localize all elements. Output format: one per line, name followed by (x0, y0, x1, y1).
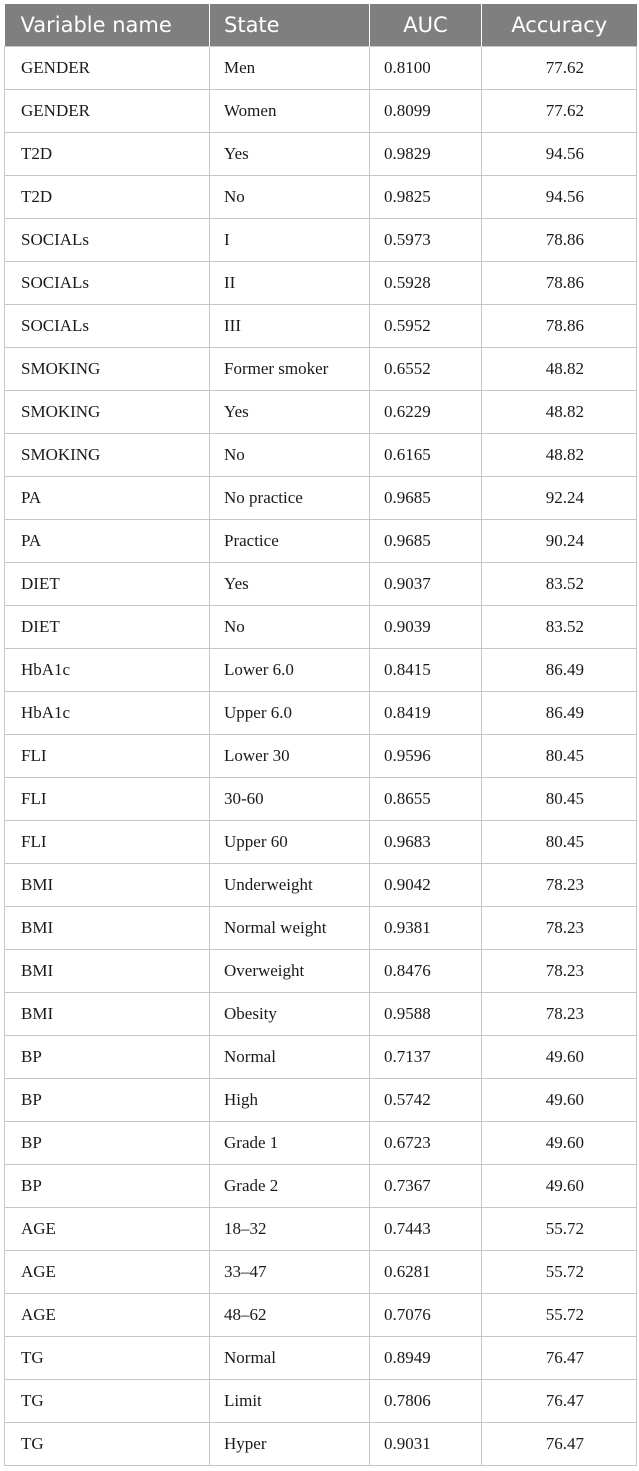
accuracy-cell: 49.60 (482, 1035, 637, 1078)
variable-cell: SOCIALs (5, 218, 210, 261)
auc-cell: 0.6552 (370, 347, 482, 390)
accuracy-cell: 49.60 (482, 1078, 637, 1121)
auc-cell: 0.9596 (370, 734, 482, 777)
accuracy-cell: 55.72 (482, 1293, 637, 1336)
table-row (5, 863, 637, 906)
variable-cell: FLI (5, 734, 210, 777)
variable-cell: T2D (5, 132, 210, 175)
accuracy-cell: 49.60 (482, 1121, 637, 1164)
variable-cell: BMI (5, 992, 210, 1035)
variable-cell: AGE (5, 1250, 210, 1293)
auc-cell: 0.8655 (370, 777, 482, 820)
table-row (5, 89, 637, 132)
state-cell: Obesity (210, 992, 370, 1035)
state-cell: Underweight (210, 863, 370, 906)
auc-cell: 0.8419 (370, 691, 482, 734)
variable-cell: BMI (5, 906, 210, 949)
state-cell: Grade 1 (210, 1121, 370, 1164)
state-cell: Grade 2 (210, 1164, 370, 1207)
table-row (5, 992, 637, 1035)
state-cell: Women (210, 89, 370, 132)
accuracy-cell: 48.82 (482, 347, 637, 390)
table-header (5, 4, 637, 46)
auc-cell: 0.5952 (370, 304, 482, 347)
accuracy-cell: 94.56 (482, 175, 637, 218)
auc-cell: 0.9031 (370, 1422, 482, 1465)
table-row (5, 46, 637, 89)
table-body (5, 46, 637, 1465)
auc-cell: 0.9685 (370, 476, 482, 519)
table-row (5, 562, 637, 605)
state-cell: 33–47 (210, 1250, 370, 1293)
auc-cell: 0.9829 (370, 132, 482, 175)
state-cell: III (210, 304, 370, 347)
state-cell: 48–62 (210, 1293, 370, 1336)
variable-cell: TG (5, 1379, 210, 1422)
auc-cell: 0.5973 (370, 218, 482, 261)
state-cell: Hyper (210, 1422, 370, 1465)
state-cell: Yes (210, 390, 370, 433)
auc-cell: 0.7443 (370, 1207, 482, 1250)
variable-cell: SOCIALs (5, 261, 210, 304)
state-cell: Limit (210, 1379, 370, 1422)
table-row (5, 906, 637, 949)
state-cell: No (210, 433, 370, 476)
table-row (5, 433, 637, 476)
table-row (5, 519, 637, 562)
table-row (5, 1121, 637, 1164)
accuracy-cell: 55.72 (482, 1250, 637, 1293)
accuracy-cell: 48.82 (482, 390, 637, 433)
table-row (5, 347, 637, 390)
header-variable-name: Variable name (20, 12, 172, 37)
table-row (5, 1035, 637, 1078)
auc-cell: 0.6281 (370, 1250, 482, 1293)
table-row (5, 1207, 637, 1250)
auc-cell: 0.9039 (370, 605, 482, 648)
auc-cell: 0.9683 (370, 820, 482, 863)
table-row (5, 304, 637, 347)
header-row (5, 4, 637, 46)
auc-cell: 0.7076 (370, 1293, 482, 1336)
state-cell: I (210, 218, 370, 261)
accuracy-cell: 83.52 (482, 562, 637, 605)
table-row (5, 820, 637, 863)
auc-cell: 0.9588 (370, 992, 482, 1035)
auc-cell: 0.9037 (370, 562, 482, 605)
variable-cell: SOCIALs (5, 304, 210, 347)
auc-cell: 0.7806 (370, 1379, 482, 1422)
accuracy-cell: 94.56 (482, 132, 637, 175)
state-cell: Lower 6.0 (210, 648, 370, 691)
table-row (5, 1422, 637, 1465)
accuracy-cell: 78.23 (482, 906, 637, 949)
table-row (5, 1250, 637, 1293)
auc-cell: 0.9825 (370, 175, 482, 218)
accuracy-cell: 76.47 (482, 1336, 637, 1379)
state-cell: Practice (210, 519, 370, 562)
auc-cell: 0.7367 (370, 1164, 482, 1207)
auc-cell: 0.9685 (370, 519, 482, 562)
variable-cell: TG (5, 1336, 210, 1379)
auc-cell: 0.8100 (370, 46, 482, 89)
auc-cell: 0.9042 (370, 863, 482, 906)
variable-cell: SMOKING (5, 433, 210, 476)
variable-cell: T2D (5, 175, 210, 218)
state-cell: II (210, 261, 370, 304)
auc-cell: 0.7137 (370, 1035, 482, 1078)
accuracy-cell: 76.47 (482, 1422, 637, 1465)
table-row (5, 949, 637, 992)
variable-cell: PA (5, 519, 210, 562)
table-row (5, 1164, 637, 1207)
variable-cell: BMI (5, 863, 210, 906)
variable-cell: AGE (5, 1293, 210, 1336)
variable-cell: PA (5, 476, 210, 519)
state-cell: 18–32 (210, 1207, 370, 1250)
accuracy-cell: 86.49 (482, 648, 637, 691)
variable-cell: HbA1c (5, 691, 210, 734)
table-row (5, 390, 637, 433)
header-auc: AUC (370, 4, 482, 46)
variable-cell: TG (5, 1422, 210, 1465)
table-row (5, 605, 637, 648)
state-cell: Men (210, 46, 370, 89)
table-row (5, 476, 637, 519)
accuracy-cell: 80.45 (482, 734, 637, 777)
auc-cell: 0.8949 (370, 1336, 482, 1379)
table-row (5, 218, 637, 261)
accuracy-cell: 78.86 (482, 218, 637, 261)
header-accuracy: Accuracy (482, 4, 637, 46)
auc-cell: 0.5928 (370, 261, 482, 304)
accuracy-cell: 80.45 (482, 777, 637, 820)
auc-cell: 0.6165 (370, 433, 482, 476)
accuracy-cell: 78.86 (482, 304, 637, 347)
table-row (5, 691, 637, 734)
accuracy-cell: 48.82 (482, 433, 637, 476)
state-cell: Normal (210, 1035, 370, 1078)
table-row (5, 648, 637, 691)
table-row (5, 1293, 637, 1336)
accuracy-cell: 80.45 (482, 820, 637, 863)
state-cell: No (210, 605, 370, 648)
table-row (5, 1336, 637, 1379)
accuracy-cell: 78.86 (482, 261, 637, 304)
results-table (4, 4, 637, 1466)
state-cell: No practice (210, 476, 370, 519)
variable-cell: GENDER (5, 46, 210, 89)
state-cell: 30-60 (210, 777, 370, 820)
state-cell: No (210, 175, 370, 218)
state-cell: High (210, 1078, 370, 1121)
state-cell: Upper 6.0 (210, 691, 370, 734)
accuracy-cell: 49.60 (482, 1164, 637, 1207)
table-row (5, 132, 637, 175)
accuracy-cell: 76.47 (482, 1379, 637, 1422)
accuracy-cell: 83.52 (482, 605, 637, 648)
accuracy-cell: 78.23 (482, 992, 637, 1035)
table-row (5, 261, 637, 304)
variable-cell: BP (5, 1035, 210, 1078)
accuracy-cell: 78.23 (482, 949, 637, 992)
accuracy-cell: 77.62 (482, 46, 637, 89)
accuracy-cell: 92.24 (482, 476, 637, 519)
state-cell: Yes (210, 562, 370, 605)
auc-cell: 0.6229 (370, 390, 482, 433)
accuracy-cell: 78.23 (482, 863, 637, 906)
table-row (5, 1379, 637, 1422)
state-cell: Upper 60 (210, 820, 370, 863)
variable-cell: FLI (5, 820, 210, 863)
variable-cell: GENDER (5, 89, 210, 132)
auc-cell: 0.5742 (370, 1078, 482, 1121)
auc-cell: 0.8476 (370, 949, 482, 992)
variable-cell: BP (5, 1078, 210, 1121)
variable-cell: DIET (5, 562, 210, 605)
variable-cell: DIET (5, 605, 210, 648)
state-cell: Normal weight (210, 906, 370, 949)
variable-cell: SMOKING (5, 390, 210, 433)
variable-cell: AGE (5, 1207, 210, 1250)
accuracy-cell: 77.62 (482, 89, 637, 132)
auc-cell: 0.8415 (370, 648, 482, 691)
auc-cell: 0.6723 (370, 1121, 482, 1164)
table-row (5, 1078, 637, 1121)
state-cell: Lower 30 (210, 734, 370, 777)
variable-cell: HbA1c (5, 648, 210, 691)
variable-cell: FLI (5, 777, 210, 820)
accuracy-cell: 86.49 (482, 691, 637, 734)
table-row (5, 777, 637, 820)
variable-cell: SMOKING (5, 347, 210, 390)
variable-cell: BMI (5, 949, 210, 992)
state-cell: Overweight (210, 949, 370, 992)
accuracy-cell: 55.72 (482, 1207, 637, 1250)
variable-cell: BP (5, 1121, 210, 1164)
state-cell: Former smoker (210, 347, 370, 390)
table-row (5, 734, 637, 777)
accuracy-cell: 90.24 (482, 519, 637, 562)
state-cell: Yes (210, 132, 370, 175)
auc-cell: 0.9381 (370, 906, 482, 949)
table-row (5, 175, 637, 218)
header-state: State (210, 4, 370, 46)
state-cell: Normal (210, 1336, 370, 1379)
auc-cell: 0.8099 (370, 89, 482, 132)
variable-cell: BP (5, 1164, 210, 1207)
